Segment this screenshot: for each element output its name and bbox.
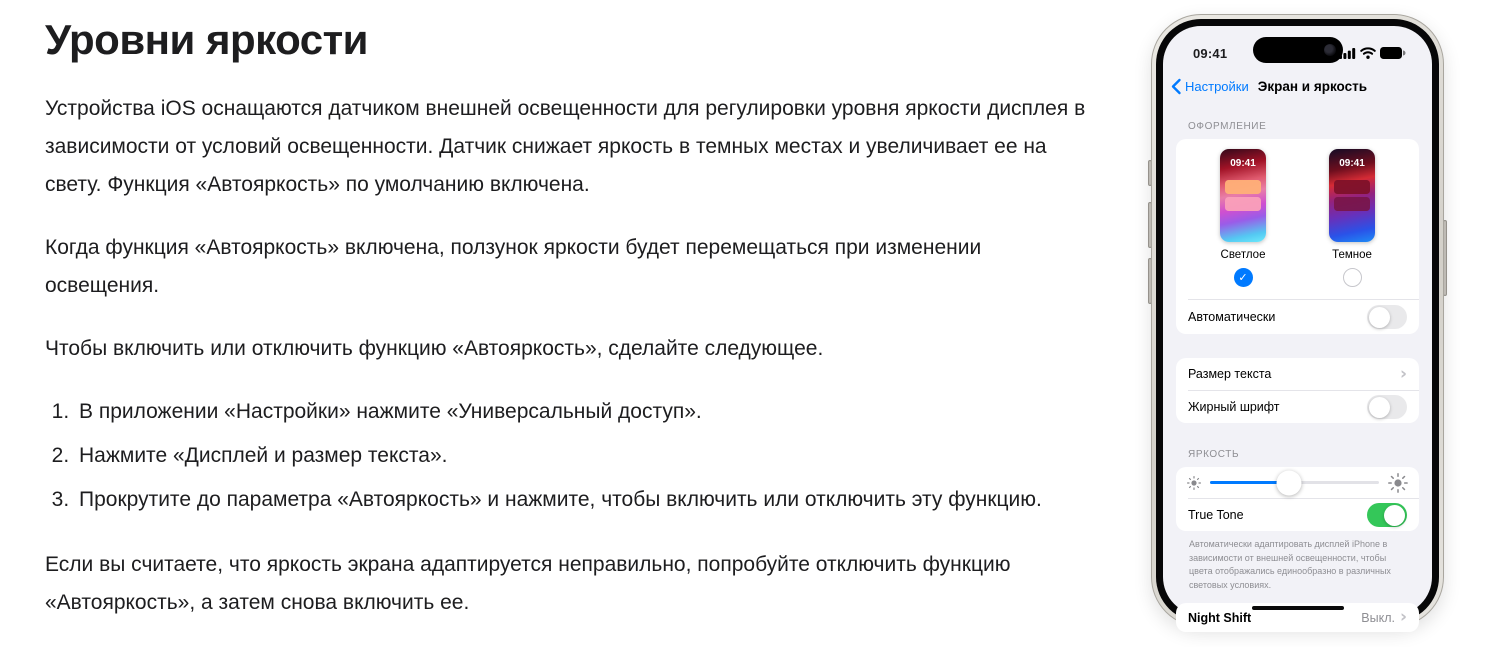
paragraph-3: Чтобы включить или отключить функцию «Автояркость», сделайте следующее.: [45, 337, 824, 360]
back-chevron-icon: [1171, 79, 1181, 94]
chevron-right-icon: ›: [1399, 363, 1407, 384]
camera-icon: [1324, 44, 1336, 56]
bold-text-toggle[interactable]: [1367, 395, 1407, 419]
dark-theme-radio-empty[interactable]: [1343, 268, 1362, 287]
wifi-icon: [1360, 47, 1376, 59]
theme-option-light[interactable]: [1195, 149, 1291, 287]
dark-widget-1: [1334, 180, 1370, 194]
bold-text-row: [1176, 391, 1419, 423]
phone-screen: [1163, 26, 1432, 627]
battery-icon: [1380, 47, 1405, 59]
automatic-toggle[interactable]: [1367, 305, 1407, 329]
status-bar: [1176, 26, 1419, 70]
step-item-3: 3. Прокрутите до параметра «Автояркость» и нажмите, чтобы включить или отключить эту функцию.: [75, 481, 1095, 519]
sun-dim-icon: [1187, 476, 1201, 490]
step-item-1: 1. В приложении «Настройки» нажмите «Универсальный доступ».: [75, 393, 1095, 431]
checkmark-icon: ✓: [1238, 272, 1248, 284]
true-tone-label: True Tone: [1188, 508, 1244, 522]
status-icons: [1339, 47, 1405, 59]
nav-title: Экран и яркость: [1257, 78, 1368, 94]
toggle-knob: [1369, 307, 1390, 328]
back-button[interactable]: [1171, 79, 1249, 94]
paragraph-2: Когда функция «Автояркость» включена, ползунок яркости будет перемещаться при изменении освещения.: [45, 236, 982, 297]
automatic-label: Автоматически: [1188, 310, 1276, 324]
brightness-slider-thumb[interactable]: [1277, 470, 1302, 495]
theme-row: [1176, 139, 1419, 299]
steps-list: [75, 393, 1095, 519]
page-title: Уровни яркости: [45, 16, 368, 63]
true-tone-row: [1176, 499, 1419, 531]
appearance-card: [1176, 139, 1419, 334]
toggle-knob: [1369, 397, 1390, 418]
text-size-row[interactable]: [1176, 358, 1419, 390]
iphone-mockup: [1151, 14, 1444, 627]
text-size-label: Размер текста: [1188, 367, 1272, 381]
light-widget-2: [1225, 197, 1261, 211]
brightness-slider-row: [1176, 467, 1419, 498]
dynamic-island: [1253, 37, 1343, 63]
dark-theme-preview: [1329, 149, 1375, 242]
chevron-right-icon: ›: [1399, 607, 1407, 627]
back-label: Настройки: [1185, 78, 1249, 94]
brightness-card: [1176, 467, 1419, 531]
brightness-section-label: ЯРКОСТЬ: [1188, 449, 1240, 460]
home-indicator[interactable]: [1252, 606, 1344, 611]
light-theme-label: Светлое: [1220, 249, 1266, 261]
brightness-slider[interactable]: [1210, 481, 1379, 485]
phone-frame: [1151, 14, 1444, 627]
text-settings-card: [1176, 358, 1419, 423]
night-shift-value: Выкл.: [1361, 610, 1395, 625]
dark-theme-label: Темное: [1332, 249, 1372, 261]
toggle-knob: [1384, 505, 1405, 526]
sun-bright-icon: [1388, 473, 1408, 493]
appearance-section-label: ОФОРМЛЕНИЕ: [1188, 121, 1267, 132]
night-shift-label: Night Shift: [1188, 610, 1252, 625]
phone-bezel: [1156, 19, 1439, 627]
dark-preview-time: 09:41: [1339, 158, 1365, 169]
status-time: 09:41: [1193, 45, 1228, 61]
light-widget-1: [1225, 180, 1261, 194]
light-preview-time: 09:41: [1230, 158, 1256, 169]
light-theme-radio-checked[interactable]: [1234, 268, 1253, 287]
paragraph-4: Если вы считаете, что яркость экрана адаптируется неправильно, попробуйте отключить функцию «Автояркость», а затем снова включить ее.: [45, 553, 1011, 614]
paragraph-1: Устройства iOS оснащаются датчиком внешней освещенности для регулировки уровня яркости дисплея в зависимости от условий освещенности. Датчик снижает яркость в темных местах и увеличивает ее на свету. Функция «Автояркость» по умолчанию включена.: [45, 97, 1086, 196]
theme-option-dark[interactable]: [1304, 149, 1400, 287]
true-tone-footnote: Автоматически адаптировать дисплей iPhone в зависимости от внешней освещенности, чтобы цвета отображались единообразно в различных световых условиях.: [1189, 539, 1391, 590]
light-theme-preview: [1220, 149, 1266, 242]
article: [45, 16, 1095, 647]
step-item-2: 2. Нажмите «Дисплей и размер текста».: [75, 437, 1095, 475]
automatic-row: [1176, 300, 1419, 334]
nav-bar: [1171, 72, 1419, 100]
bold-text-label: Жирный шрифт: [1188, 400, 1280, 414]
true-tone-toggle[interactable]: [1367, 503, 1407, 527]
dark-widget-2: [1334, 197, 1370, 211]
